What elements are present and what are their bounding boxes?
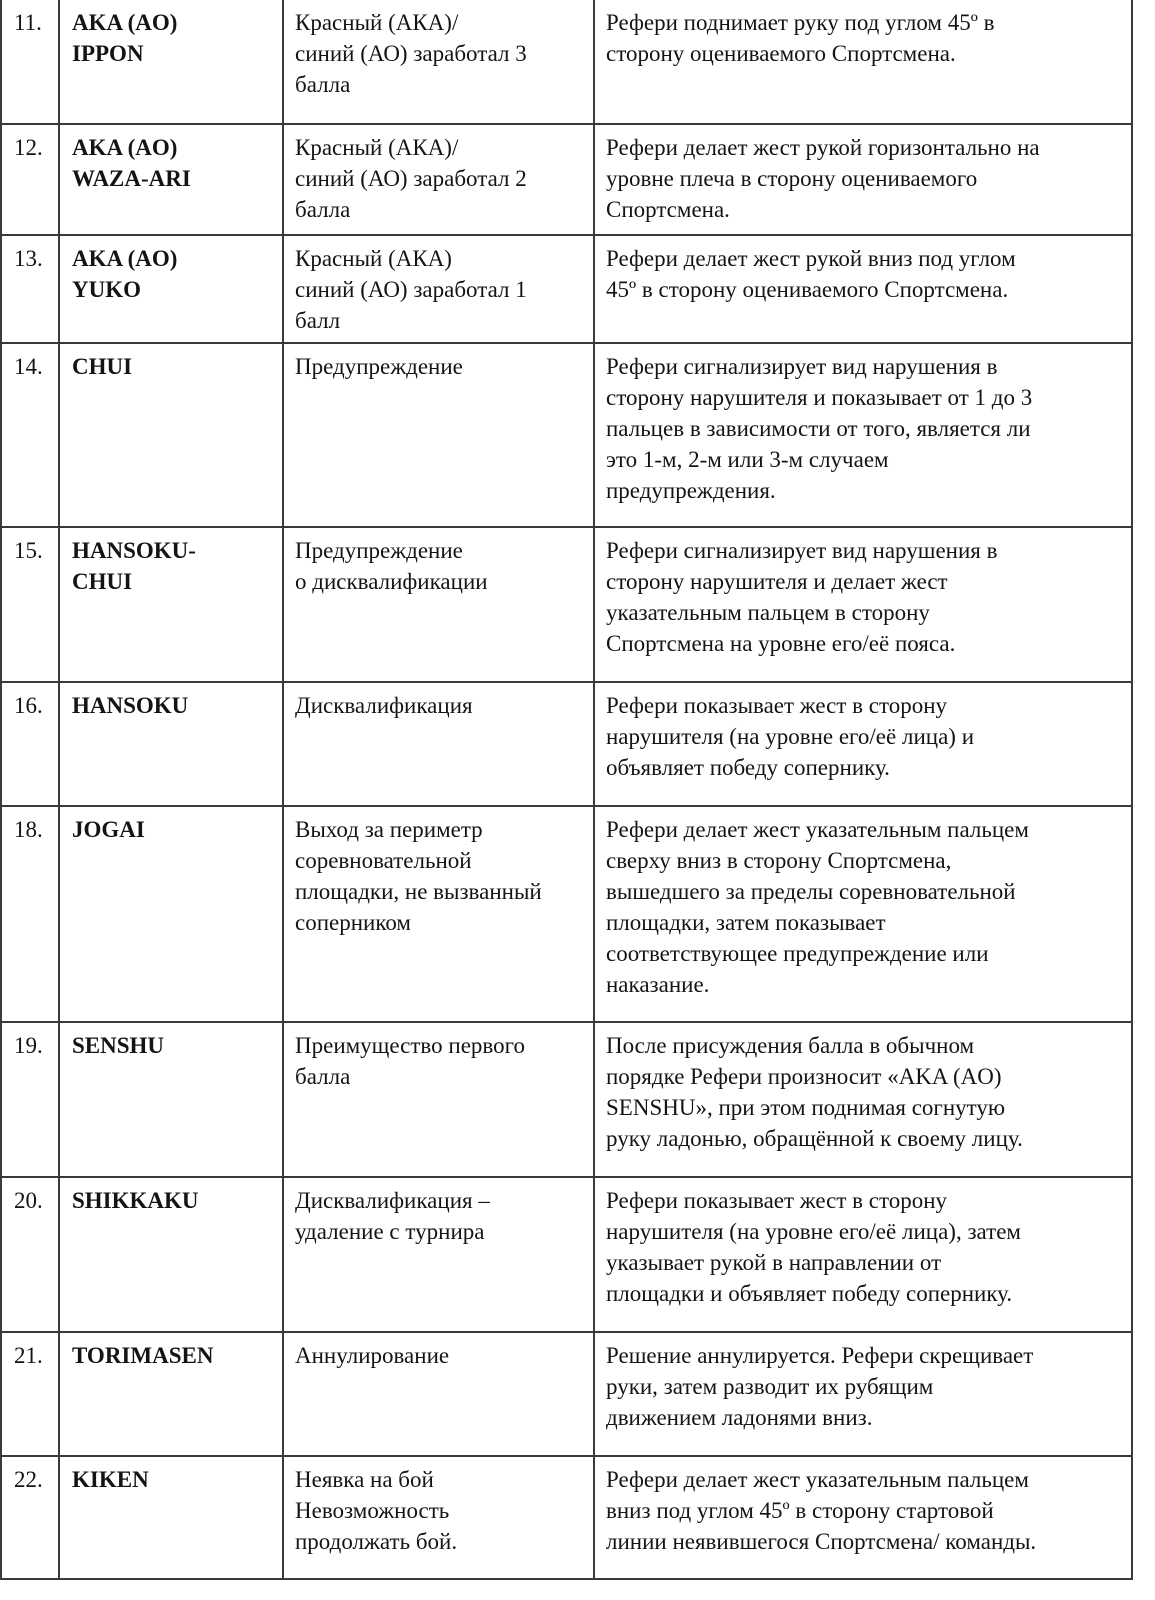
table-row [1,806,1132,1022]
table-row [1,527,1132,682]
signal-term: SHIKKAKU [59,1177,283,1332]
row-number: 21. [1,1332,59,1456]
signal-meaning: Дисквалификация [283,682,594,806]
signal-meaning: Красный (АКА)/ синий (АО) заработал 3 балла [283,0,594,124]
signal-term: JOGAI [59,806,283,1022]
signal-term: TORIMASEN [59,1332,283,1456]
signal-meaning: Неявка на бой Невозможность продолжать бой. [283,1456,594,1579]
table-row [1,1022,1132,1177]
signal-description: Рефери делает жест рукой вниз под углом 45º в сторону оцениваемого Спортсмена. [594,235,1132,343]
signal-term: AKA (AO) IPPON [59,0,283,124]
signal-description: Рефери делает жест указательным пальцем сверху вниз в сторону Спортсмена, вышедшего за пределы соревновательной площадки, затем показывает соответствующее предупреждение или наказание. [594,806,1132,1022]
signal-term: AKA (AO) WAZA-ARI [59,124,283,235]
signal-term: HANSOKU [59,682,283,806]
signal-description: Рефери сигнализирует вид нарушения в сторону нарушителя и делает жест указательным пальцем в сторону Спортсмена на уровне его/её пояса. [594,527,1132,682]
row-number: 11. [1,0,59,124]
table-row [1,1332,1132,1456]
signal-description: Решение аннулируется. Рефери скрещивает руки, затем разводит их рубящим движением ладонями вниз. [594,1332,1132,1456]
signal-description: Рефери делает жест рукой горизонтально на уровне плеча в сторону оцениваемого Спортсмена. [594,124,1132,235]
signal-term: SENSHU [59,1022,283,1177]
signal-meaning: Выход за периметр соревновательной площадки, не вызванный соперником [283,806,594,1022]
row-number: 14. [1,343,59,527]
table-row [1,343,1132,527]
signal-term: AKA (AO) YUKO [59,235,283,343]
table-row [1,682,1132,806]
signal-meaning: Красный (АКА) синий (АО) заработал 1 балл [283,235,594,343]
signal-description: Рефери показывает жест в сторону нарушителя (на уровне его/её лица), затем указывает рукой в направлении от площадки и объявляет победу сопернику. [594,1177,1132,1332]
table-row [1,235,1132,343]
signal-description: Рефери делает жест указательным пальцем вниз под углом 45º в сторону стартовой линии неявившегося Спортсмена/ команды. [594,1456,1132,1579]
row-number: 18. [1,806,59,1022]
signal-description: Рефери поднимает руку под углом 45º в сторону оцениваемого Спортсмена. [594,0,1132,124]
signal-meaning: Красный (АКА)/ синий (АО) заработал 2 балла [283,124,594,235]
signal-meaning: Преимущество первого балла [283,1022,594,1177]
row-number: 12. [1,124,59,235]
table-row [1,124,1132,235]
signal-description: После присуждения балла в обычном порядке Рефери произносит «AKA (AO) SENSHU», при этом поднимая согнутую руку ладонью, обращённой к своему лицу. [594,1022,1132,1177]
row-number: 20. [1,1177,59,1332]
table-row [1,0,1132,124]
table-row [1,1177,1132,1332]
signal-meaning: Дисквалификация – удаление с турнира [283,1177,594,1332]
signal-description: Рефери показывает жест в сторону нарушителя (на уровне его/её лица) и объявляет победу сопернику. [594,682,1132,806]
row-number: 15. [1,527,59,682]
signal-meaning: Предупреждение о дисквалификации [283,527,594,682]
signal-term: CHUI [59,343,283,527]
row-number: 19. [1,1022,59,1177]
table-row [1,1456,1132,1579]
signal-term: HANSOKU- CHUI [59,527,283,682]
signal-meaning: Аннулирование [283,1332,594,1456]
row-number: 22. [1,1456,59,1579]
signal-description: Рефери сигнализирует вид нарушения в сторону нарушителя и показывает от 1 до 3 пальцев в зависимости от того, является ли это 1-м, 2-м или 3-м случаем предупреждения. [594,343,1132,527]
row-number: 16. [1,682,59,806]
signal-term: KIKEN [59,1456,283,1579]
row-number: 13. [1,235,59,343]
signal-meaning: Предупреждение [283,343,594,527]
